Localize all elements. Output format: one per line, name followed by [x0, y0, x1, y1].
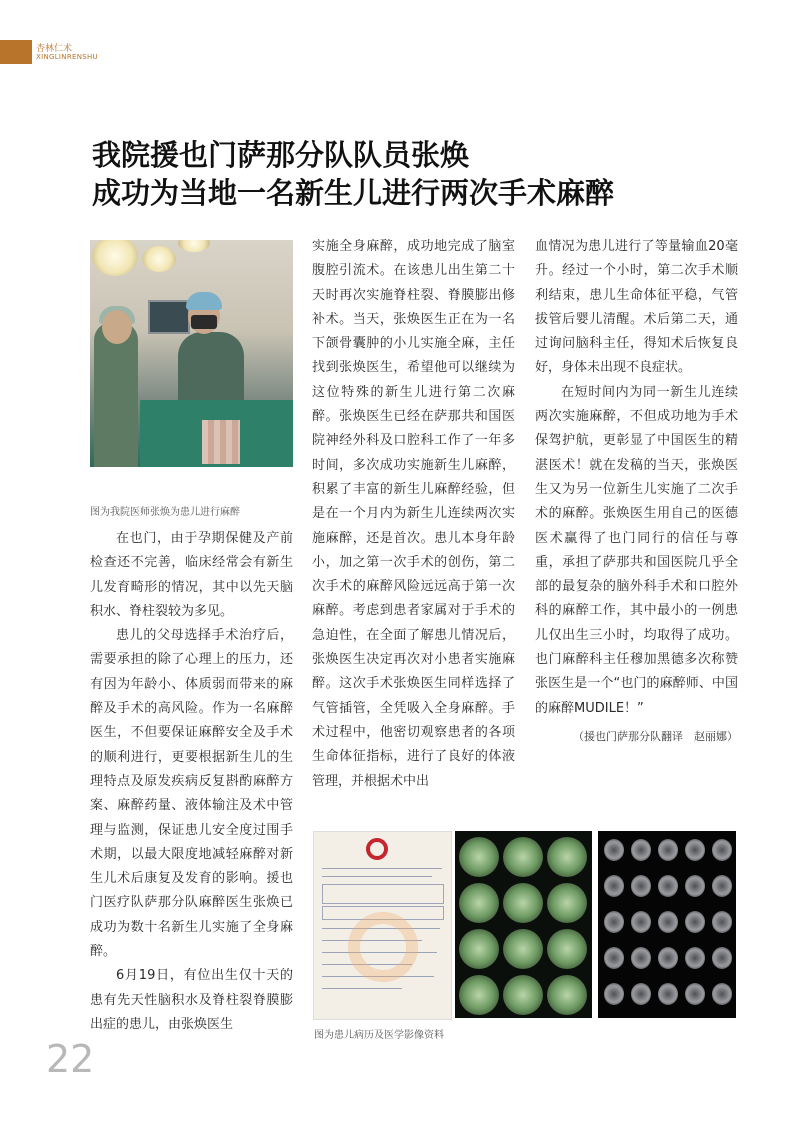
- column-1: [90, 527, 293, 1037]
- ct-slice: [631, 911, 651, 933]
- ct-slice: [503, 837, 543, 877]
- title-line-1: 我院援也门萨那分队队员张焕: [92, 138, 470, 172]
- ct-slice: [658, 947, 678, 969]
- hospital-logo: [366, 838, 388, 860]
- ct-slice: [658, 983, 678, 1005]
- pixelated-patient: [202, 420, 240, 464]
- ct-slice: [685, 875, 705, 897]
- surgery-photo: [90, 240, 293, 467]
- ct-slice: [547, 837, 587, 877]
- surgical-lamp: [142, 246, 176, 272]
- ct-slice: [503, 975, 543, 1015]
- ct-slice: [712, 875, 732, 897]
- brand-color-bar: [0, 40, 32, 64]
- ct-slice: [685, 947, 705, 969]
- form-line: [322, 868, 442, 869]
- ct-slice: [459, 929, 499, 969]
- paragraph: 血情况为患儿进行了等量输血20毫升。经过一个小时，第二次手术顺利结束，患儿生命体征平稳，气管拔管后婴儿清醒。术后第二天，通过询问脑科主任，得知术后恢复良好，身体未出现不良症状。: [535, 239, 738, 376]
- paragraph: 在短时间内为同一新生儿连续两次实施麻醉，不但成功地为手术保驾护航，更彰显了中国医生的精湛医术！就在发稿的当天，张焕医生又为另一位新生儿实施了二次手术的麻醉。张焕医生用自己的医德医术赢得了也门同行的信任与尊重，承担了萨那共和国医院几乎全部的最复杂的脑外科手术和口腔外科的麻醉工作，其中最小的一例患儿仅出生三小时，均取得了成功。也门麻醉科主任穆加黑德多次称赞张医生是一个“也门的麻醉师、中国的麻醉MUDILE！”: [535, 384, 738, 716]
- ct-slice: [547, 929, 587, 969]
- face-mask: [191, 315, 217, 329]
- title-line-2: 成功为当地一名新生儿进行两次手术麻醉: [92, 176, 615, 210]
- ct-slice: [712, 983, 732, 1005]
- form-line: [322, 988, 402, 989]
- images-caption: 图为患儿病历及医学影像资料: [314, 1030, 444, 1041]
- section-brand-cn: 杏林仁术: [36, 44, 73, 54]
- photo-caption: 图为我院医师张焕为患儿进行麻醉: [90, 507, 240, 518]
- paragraph: 在也门，由于孕期保健及产前检查还不完善，临床经常会有新生儿发育畸形的情况，其中以先天脑积水、脊柱裂较为多见。: [90, 531, 293, 619]
- form-line: [322, 876, 432, 877]
- patient-monitor: [148, 300, 190, 334]
- ct-slice: [685, 911, 705, 933]
- ct-slice: [547, 883, 587, 923]
- surgical-lamp: [92, 240, 138, 276]
- medical-record-image: [313, 831, 452, 1020]
- column-3: [535, 235, 738, 749]
- ct-slice: [459, 837, 499, 877]
- ct-slice: [604, 947, 624, 969]
- watermark-logo: [348, 912, 418, 982]
- paragraph: 6月19日，有位出生仅十天的患有先天性脑积水及脊柱裂脊膜膨出症的患儿，由张焕医生: [90, 968, 293, 1032]
- ct-slice: [503, 883, 543, 923]
- ct-slice: [631, 983, 651, 1005]
- ct-slice: [712, 947, 732, 969]
- ct-slice: [459, 883, 499, 923]
- ct-slice: [631, 839, 651, 861]
- ct-slice: [604, 983, 624, 1005]
- ct-slice: [658, 875, 678, 897]
- surgical-lamp: [178, 240, 210, 252]
- section-brand-en: XINGLINRENSHU: [36, 53, 98, 61]
- ct-slice: [631, 947, 651, 969]
- translator-credit: （援也门萨那分队翻译 赵丽娜）: [573, 729, 738, 743]
- ct-slice: [604, 875, 624, 897]
- ct-scan-image-1: [455, 831, 592, 1018]
- form-box: [322, 884, 444, 904]
- surgical-cap: [186, 292, 222, 310]
- ct-slice: [712, 839, 732, 861]
- ct-slice: [685, 839, 705, 861]
- article-title: [92, 136, 712, 212]
- ct-slice: [547, 975, 587, 1015]
- paragraph: 实施全身麻醉，成功地完成了脑室腹腔引流术。在该患儿出生第二十天时再次实施脊柱裂、脊膜膨出修补术。当天，张焕医生正在为一名下颌骨囊肿的小儿实施全麻，主任找到张焕医生，希望他可以继续为这位特殊的新生儿进行第二次麻醉。张焕医生已经在萨那共和国医院神经外科及口腔科工作了一年多时间，多次成功实施新生儿麻醉，积累了丰富的新生儿麻醉经验，但是在一个月内为新生儿连续两次实施麻醉，还是首次。患儿本身年龄小，加之第一次手术的创伤，第二次手术的麻醉风险远远高于第一次麻醉。考虑到患者家属对于手术的急迫性，在全面了解患儿情况后，张焕医生决定再次对小患者实施麻醉。这次手术张焕医生同样选择了气管插管，全凭吸入全身麻醉。手术过程中，他密切观察患者的各项生命体征指标，进行了良好的体液管理，并根据术中出: [312, 239, 515, 789]
- ct-slice: [503, 929, 543, 969]
- ct-slice: [604, 911, 624, 933]
- ct-slice: [459, 975, 499, 1015]
- page-number: 22: [46, 1037, 95, 1081]
- ct-slice: [631, 875, 651, 897]
- ct-slice: [712, 911, 732, 933]
- ct-slice: [685, 983, 705, 1005]
- surgeon-head: [102, 310, 132, 344]
- ct-slice: [604, 839, 624, 861]
- column-2: [312, 235, 515, 794]
- ct-slice: [658, 911, 678, 933]
- paragraph: 患儿的父母选择手术治疗后，需要承担的除了心理上的压力，还有因为年龄小、体质弱而带来的麻醉及手术的高风险。作为一名麻醉医生，不但要保证麻醉安全及手术的顺利进行，更要根据新生儿的生理特点及原发疾病反复斟酌麻醉方案、麻醉药量、液体输注及术中管理与监测，保证患儿安全度过围手术期，以最大限度地减轻麻醉对新生儿术后康复及发育的影响。援也门医疗队萨那分队麻醉医生张焕已成功为数十名新生儿实施了全身麻醉。: [90, 628, 293, 960]
- ct-slice: [658, 839, 678, 861]
- ct-scan-image-2: [598, 831, 736, 1018]
